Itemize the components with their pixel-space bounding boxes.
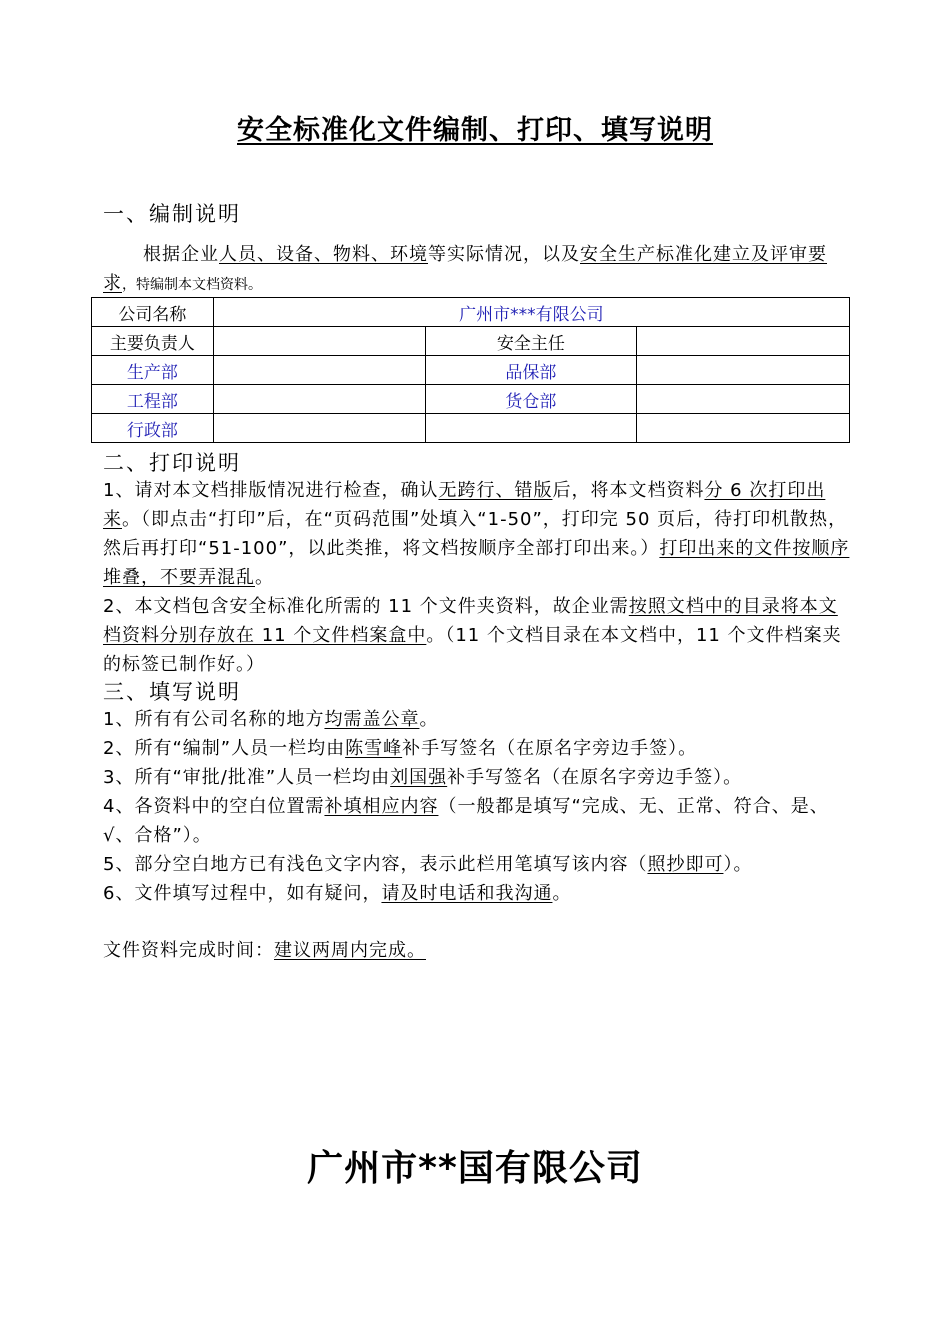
company-footer: 广州市**国有限公司 (307, 1148, 643, 1189)
table-cell: 主要负责人 (92, 327, 214, 356)
fill-instruction-2: 2、所有“编制”人员一栏均由陈雪峰补手写签名（在原名字旁边手签）。 (103, 738, 698, 759)
completion-time: 文件资料完成时间：建议两周内完成。 (103, 940, 426, 961)
fill-instruction-4: 4、各资料中的空白位置需补填相应内容（一般都是填写“完成、无、正常、符合、是、√、合格”）。 (103, 796, 829, 846)
fill-instruction-6: 6、文件填写过程中，如有疑问，请及时电话和我沟通。 (103, 883, 572, 904)
table-row (92, 356, 850, 385)
table-row (92, 327, 850, 356)
table-cell: 工程部 (92, 385, 214, 414)
table-row (92, 414, 850, 443)
table-cell-empty (425, 414, 637, 443)
table-row (92, 298, 850, 327)
table-cell: 行政部 (92, 414, 214, 443)
table-cell-empty (213, 414, 425, 443)
table-cell: 安全主任 (425, 327, 637, 356)
company-name-label: 公司名称 (92, 298, 214, 327)
fill-instruction-3: 3、所有“审批/批准”人员一栏均由刘国强补手写签名（在原名字旁边手签）。 (103, 767, 743, 788)
section-heading-print: 二、打印说明 (103, 451, 241, 475)
table-cell: 生产部 (92, 356, 214, 385)
fill-instruction-1: 1、所有有公司名称的地方均需盖公章。 (103, 709, 439, 730)
table-cell: 货仓部 (425, 385, 637, 414)
table-cell-empty (637, 414, 850, 443)
table-cell: 品保部 (425, 356, 637, 385)
table-row (92, 385, 850, 414)
table-cell-empty (637, 356, 850, 385)
compile-intro: 根据企业人员、设备、物料、环境等实际情况，以及安全生产标准化建立及评审要求，特编制本文档资料。 (103, 244, 827, 294)
table-cell-empty (213, 356, 425, 385)
section-heading-fill: 三、填写说明 (103, 680, 241, 704)
table-cell-empty (213, 385, 425, 414)
company-info-table (91, 297, 850, 443)
section-heading-compile: 一、编制说明 (103, 202, 241, 226)
table-cell-empty (637, 327, 850, 356)
print-instruction-2: 2、本文档包含安全标准化所需的 11 个文件夹资料，故企业需按照文档中的目录将本文档资料分别存放在 11 个文件档案盒中。（11 个文档目录在本文档中，11 个文件档案夹的标签已制作好。） (103, 596, 842, 675)
table-cell-empty (213, 327, 425, 356)
print-instruction-1: 1、请对本文档排版情况进行检查，确认无跨行、错版后，将本文档资料分 6 次打印出来。（即点击“打印”后，在“页码范围”处填入“1-50”，打印完 50 页后，待打印机散热，然后再打印“51-100”，以此类推，将文档按顺序全部打印出来。）打印出来的文件按顺序堆叠，不要弄混乱。 (103, 480, 850, 588)
company-name-value: 广州市***有限公司 (213, 298, 849, 327)
fill-instruction-5: 5、部分空白地方已有浅色文字内容，表示此栏用笔填写该内容（照抄即可）。 (103, 854, 753, 875)
document-title: 安全标准化文件编制、打印、填写说明 (237, 115, 713, 146)
table-cell-empty (637, 385, 850, 414)
